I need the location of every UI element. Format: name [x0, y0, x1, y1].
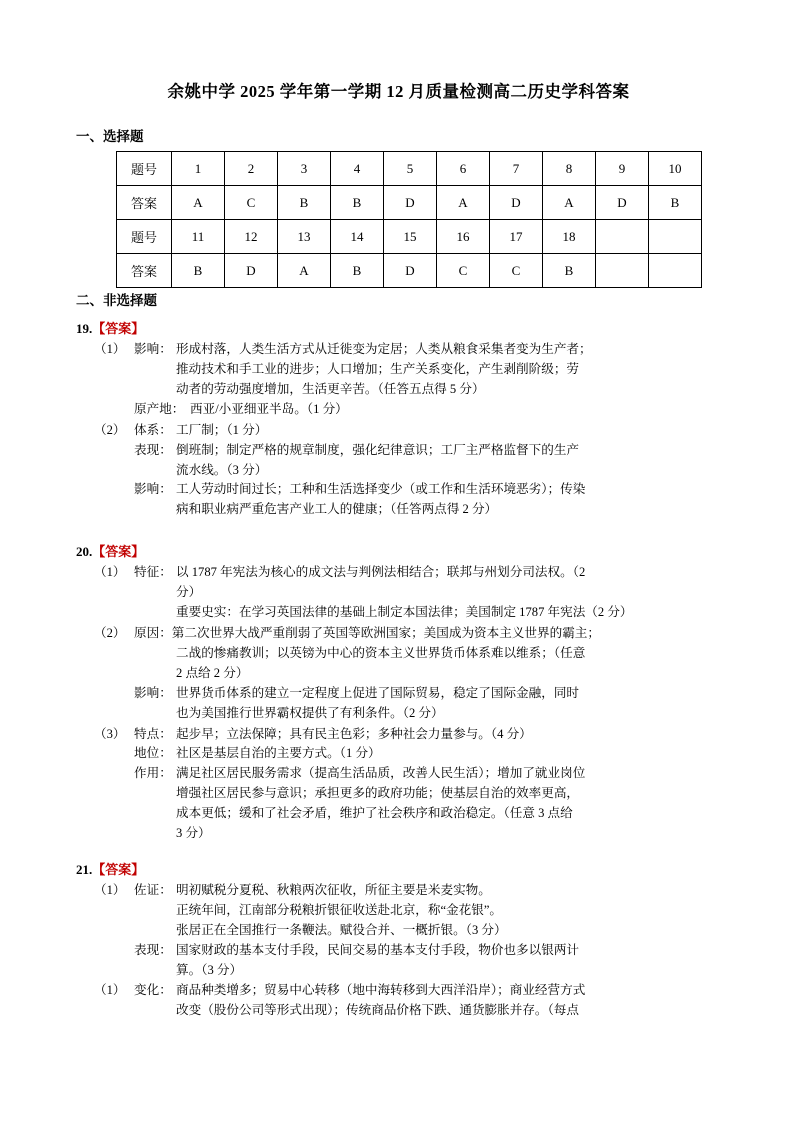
- answer-line: [134, 624, 729, 644]
- cell: A: [543, 186, 596, 220]
- question-19-part-1: [94, 340, 729, 420]
- cell: [649, 220, 702, 254]
- question-21-header: [76, 860, 729, 880]
- cell: D: [384, 186, 437, 220]
- cell: 5: [384, 152, 437, 186]
- cell: D: [596, 186, 649, 220]
- cell: C: [437, 254, 490, 288]
- part-bullet: （3）: [94, 726, 126, 741]
- answer-line: [134, 400, 729, 420]
- answer-line-text: 张居正在全国推行一条鞭法。赋役合并、一概折银。（3 分）: [176, 922, 507, 937]
- answer-line-text: 正统年间，江南部分税粮折银征收送赴北京，称“金花银”。: [176, 902, 503, 917]
- cell: B: [331, 186, 384, 220]
- cell: B: [172, 254, 225, 288]
- cell: B: [331, 254, 384, 288]
- answer-line: [134, 881, 729, 901]
- table-row: [117, 220, 702, 254]
- answer-line-text: 成本更低；缓和了社会矛盾，维护了社会秩序和政治稳定。（任意 3 点给: [176, 806, 573, 821]
- question-block-21: [68, 860, 729, 1021]
- answer-line-text: 起步早；立法保障；具有民主色彩；多种社会力量参与。（4 分）: [176, 726, 532, 741]
- question-block-19: [68, 319, 729, 520]
- answer-line-text: 增强社区居民参与意识；承担更多的政府功能；使基层自治的效率更高，: [176, 786, 579, 801]
- answer-line-text: 社区是基层自治的主要方式。（1 分）: [176, 746, 381, 761]
- cell: 9: [596, 152, 649, 186]
- answer-line-text: 分）: [176, 585, 202, 600]
- answer-line-text: 病和职业病严重危害产业工人的健康；（任答两点得 2 分）: [176, 502, 498, 517]
- cell: D: [225, 254, 278, 288]
- answer-line-text: 明初赋税分夏税、秋粮两次征收，所征主要是米麦实物。: [176, 883, 491, 897]
- cell: 16: [437, 220, 490, 254]
- answer-line-label: 原产地：: [134, 401, 185, 416]
- cell: 14: [331, 220, 384, 254]
- part-bullet: （1）: [94, 983, 126, 998]
- cell: B: [278, 186, 331, 220]
- answer-line: [134, 563, 729, 583]
- question-20-header: [76, 542, 729, 562]
- answer-line-label: 影响：: [134, 342, 172, 357]
- answer-line-text: 商品种类增多；贸易中心转移（地中海转移到大西洋沿岸）；商业经营方式: [176, 983, 586, 998]
- question-21-part-1: [94, 881, 729, 980]
- row-label-question-number-2: 题号: [117, 220, 172, 254]
- cell: D: [384, 254, 437, 288]
- answer-line-text: 以 1787 年宪法为核心的成文法与判例法相结合；联邦与州划分司法权。（2: [176, 565, 586, 580]
- cell: C: [490, 254, 543, 288]
- cell: 17: [490, 220, 543, 254]
- cell: 8: [543, 152, 596, 186]
- question-20-number: 20.: [76, 544, 93, 560]
- part-bullet: （2）: [94, 626, 126, 641]
- table-row: [117, 152, 702, 186]
- cell: 7: [490, 152, 543, 186]
- answer-line-label: 体系：: [134, 422, 172, 437]
- answer-line-text: 世界货币体系的建立一定程度上促进了国际贸易，稳定了国际金融，同时: [176, 685, 579, 700]
- cell: 13: [278, 220, 331, 254]
- table-row: [117, 186, 702, 220]
- cell: 3: [278, 152, 331, 186]
- cell: A: [437, 186, 490, 220]
- cell: 6: [437, 152, 490, 186]
- section-heading-non-multiple-choice: 二、非选择题: [76, 293, 157, 309]
- cell: 10: [649, 152, 702, 186]
- answer-line-text: 算。（3 分）: [176, 962, 243, 977]
- answer-line-label: 表现：: [134, 942, 172, 957]
- answer-line-text: 工人劳动时间过长；工种和生活选择变少（或工作和生活环境恶劣）；传染: [176, 482, 586, 497]
- answer-line-text: 满足社区居民服务需求（提高生活品质，改善人民生活）；增加了就业岗位: [176, 766, 586, 781]
- answer-line-text: 推动技术和手工业的进步；人口增加；生产关系变化，产生剥削阶级；劳: [176, 362, 579, 377]
- answer-line: [134, 764, 729, 784]
- answer-line: [134, 981, 729, 1001]
- part-bullet: （1）: [94, 342, 126, 357]
- cell: 12: [225, 220, 278, 254]
- answer-line-text: 流水线。（3 分）: [176, 462, 268, 477]
- answer-line-text: 工厂制；（1 分）: [176, 422, 268, 437]
- question-block-20: [68, 542, 729, 844]
- table-row: [117, 254, 702, 288]
- cell: B: [649, 186, 702, 220]
- cell: 1: [172, 152, 225, 186]
- row-label-answer-1: 答案: [117, 186, 172, 220]
- answer-line-label: 特征：: [134, 565, 172, 580]
- answer-line-text: 改变（股份公司等形式出现）；传统商品价格下跌、通货膨胀并存。（每点: [176, 1003, 579, 1018]
- answer-line: [134, 421, 729, 441]
- cell: [596, 254, 649, 288]
- answer-line: [134, 725, 729, 745]
- part-bullet: （1）: [94, 883, 126, 897]
- question-19-header: [76, 319, 729, 339]
- cell: B: [543, 254, 596, 288]
- answer-line-label: 表现：: [134, 442, 172, 457]
- answer-line-text: 也为美国推行世界霸权提供了有利条件。（2 分）: [176, 705, 444, 720]
- question-21-part-2: [94, 981, 729, 1021]
- cell: 15: [384, 220, 437, 254]
- cell: 18: [543, 220, 596, 254]
- answer-line-text: 二战的惨痛教训；以英镑为中心的资本主义世界货币体系难以维系；（任意: [176, 645, 586, 660]
- answer-line-label: 影响：: [134, 685, 172, 700]
- cell: 4: [331, 152, 384, 186]
- question-19-part-2: [94, 421, 729, 520]
- section-heading-multiple-choice: 一、选择题: [76, 129, 144, 145]
- row-label-question-number-1: 题号: [117, 152, 172, 186]
- cell: D: [490, 186, 543, 220]
- answer-line-text: 动者的劳动强度增加，生活更辛苦。（任答五点得 5 分）: [176, 382, 485, 397]
- answer-line-label: 特点：: [134, 726, 172, 741]
- answer-line-text: 国家财政的基本支付手段，民间交易的基本支付手段，物价也多以银两计: [176, 942, 579, 957]
- answer-line-text: 西亚/小亚细亚半岛。（1 分）: [190, 401, 348, 416]
- answer-line: [134, 684, 729, 704]
- question-20-part-1: [94, 563, 729, 623]
- question-20-part-3: [94, 725, 729, 844]
- answer-line: [134, 480, 729, 500]
- question-19-number: 19.: [76, 321, 93, 337]
- answer-line: [134, 441, 729, 461]
- answer-tag: 【答案】: [92, 861, 145, 877]
- cell: C: [225, 186, 278, 220]
- answer-line-text: 原因：第二次世界大战严重削弱了英国等欧洲国家；美国成为资本主义世界的霸主；: [134, 626, 600, 641]
- answer-line-label: 作用：: [134, 766, 172, 781]
- multiple-choice-answer-table: [116, 151, 702, 288]
- question-21-number: 21.: [76, 861, 93, 877]
- question-20-part-2: [94, 624, 729, 723]
- cell: 2: [225, 152, 278, 186]
- cell: [649, 254, 702, 288]
- answer-line-text: 形成村落，人类生活方式从迁徙变为定居；人类从粮食采集者变为生产者；: [176, 342, 592, 357]
- row-label-answer-2: 答案: [117, 254, 172, 288]
- answer-line-label: 地位：: [134, 746, 172, 761]
- answer-line-text: 重要史实：在学习英国法律的基础上制定本国法律；美国制定 1787 年宪法（2 分）: [176, 605, 633, 620]
- answer-line: [134, 941, 729, 961]
- answer-line-text: 倒班制；制定严格的规章制度，强化纪律意识；工厂主严格监督下的生产: [176, 442, 579, 457]
- part-bullet: （1）: [94, 565, 126, 580]
- answer-line: [134, 340, 729, 360]
- cell: 11: [172, 220, 225, 254]
- answer-line-text: 3 分）: [176, 825, 211, 840]
- answer-line: [134, 744, 729, 764]
- answer-line-label: 影响：: [134, 482, 172, 497]
- cell: A: [172, 186, 225, 220]
- part-bullet: （2）: [94, 422, 126, 437]
- answer-tag: 【答案】: [92, 321, 145, 337]
- answer-line-text: 2 点给 2 分）: [176, 665, 249, 680]
- cell: A: [278, 254, 331, 288]
- answer-line-label: 变化：: [134, 983, 172, 998]
- answer-line: [134, 603, 729, 623]
- cell: [596, 220, 649, 254]
- answer-line-label: 佐证：: [134, 883, 172, 897]
- answer-tag: 【答案】: [92, 544, 145, 560]
- page-title: 余姚中学 2025 学年第一学期 12 月质量检测高二历史学科答案: [167, 82, 630, 101]
